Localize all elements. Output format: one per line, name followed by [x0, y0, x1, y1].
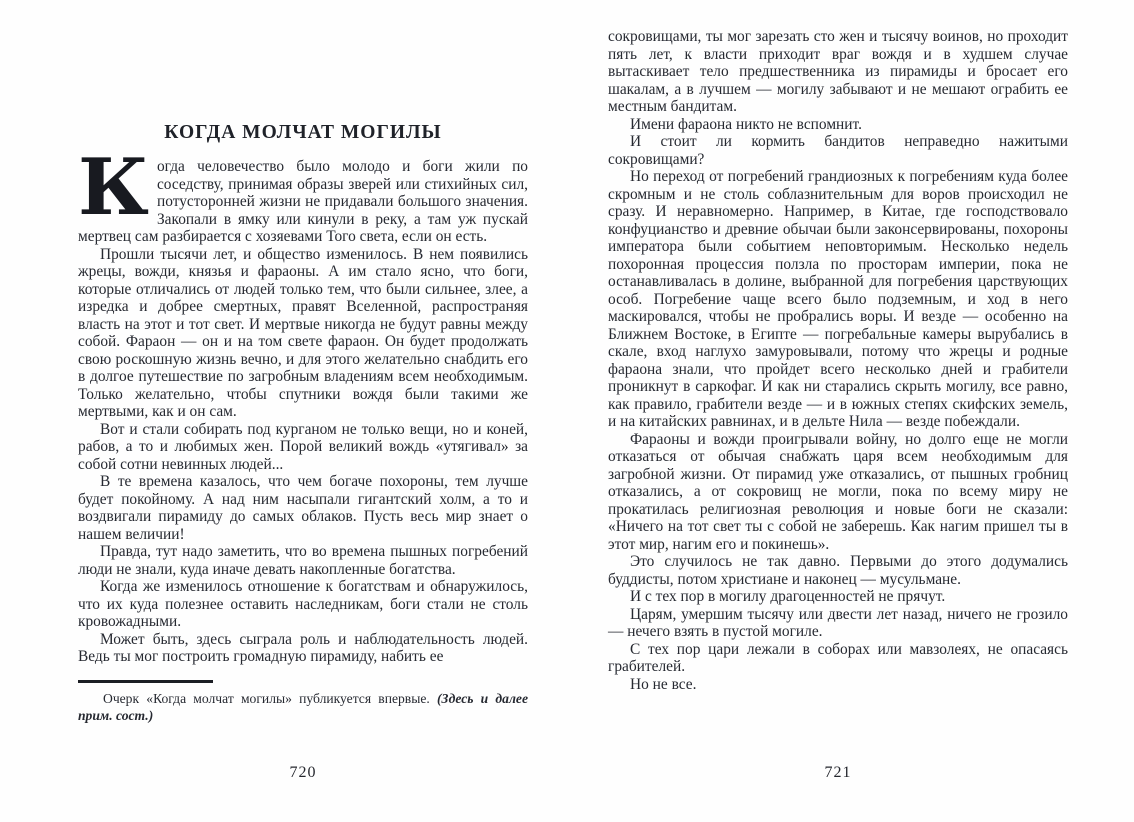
right-page-paragraphs	[608, 28, 1068, 693]
footnote	[78, 680, 528, 724]
paragraph: В те времена казалось, что чем богаче похороны, тем лучше будет покойному. А над ним насыпали гигантский холм, а то и воздвигали пирамиду до самых облаков. Пусть весь мир знает о нашем величии!	[78, 473, 528, 543]
paragraph: Правда, тут надо заметить, что во времена пышных погребений люди не знали, куда иначе девать накопленные богатства.	[78, 543, 528, 578]
paragraph: Но не все.	[630, 675, 697, 693]
opening-paragraph	[78, 142, 528, 246]
paragraph: Фараоны и вожди проигрывали войну, но долго еще не могли отказаться от обычая снабжать царя всем необходимым для загробной жизни. От пирамид уже отказались, от пышных гробниц отказались, а от сокровищ не могли, пока по всему миру не прокатилась религиозная революция и новые боги не сказали: «Ничего на тот свет ты с собой не заберешь. Как нагим пришел ты в этот мир, нагим его и покинешь».	[608, 430, 1068, 553]
paragraph: Это случилось не так давно. Первыми до этого додумались буддисты, потом христиане и наконец — мусульмане.	[608, 553, 1068, 588]
paragraph: сокровищами, ты мог зарезать сто жен и тысячу воинов, но проходит пять лет, к власти приходит враг вождя и в худшем случае вытаскивает тело предшественника из пирамиды и бросает его шакалам, а в лучшем — могилу забывают и не мешают ограбить ее местным бандитам.	[608, 28, 1068, 115]
chapter-title: КОГДА МОЛЧАТ МОГИЛЫ	[164, 122, 442, 143]
paragraph: С тех пор цари лежали в соборах или мавзолеях, не опасаясь грабителей.	[608, 640, 1068, 675]
page-left	[78, 0, 528, 822]
left-page-paragraphs	[78, 246, 528, 666]
paragraph: Царям, умершим тысячу или двести лет назад, ничего не грозило — нечего взять в пустой могиле.	[608, 605, 1068, 640]
footnote-rule	[78, 680, 213, 683]
opening-paragraph-text: огда человечество было молодо и боги жили по соседству, принимая образы зверей или стихийных сил, потусторонней жизни не придавали большого значения. Закопали в ямку или кинули в реку, а там уж пускай мертвец сам разбирается с хозяевами Того света, если он есть.	[78, 158, 528, 245]
page-number-left: 720	[289, 764, 317, 781]
page-number-right: 721	[824, 764, 852, 781]
footnote-editor-note: (Здесь и далее прим. сост.)	[78, 690, 528, 723]
page-right	[608, 28, 1068, 693]
paragraph: Вот и стали собирать под курганом не только вещи, но и коней, рабов, а то и любимых жен. Порой великий вождь «утягивал» за собой сотни невинных людей...	[78, 420, 528, 473]
paragraph: Когда же изменилось отношение к богатствам и обнаружилось, что их куда полезнее оставить наследникам, боги стали не столь кровожадными.	[78, 578, 528, 630]
left-page-body	[78, 142, 528, 666]
paragraph: И с тех пор в могилу драгоценностей не прячут.	[630, 588, 946, 605]
paragraph: Может быть, здесь сыграла роль и наблюдательность людей. Ведь ты мог построить громадную пирамиду, набить ее	[78, 630, 528, 665]
paragraph: И стоит ли кормить бандитов неправедно нажитыми сокровищами?	[608, 133, 1068, 168]
footnote-main: Очерк «Когда молчат могилы» публикуется впервые.	[103, 690, 437, 706]
paragraph: Прошли тысячи лет, и общество изменилось. В нем появились жрецы, вожди, князья и фараоны. А им стало ясно, что боги, которые отличались от людей только тем, что были сильнее, злее, а изредка и добрее смертных, правят Вселенной, распространяя власть на этот и тот свет. И мертвые никогда не будут равны между собой. Фараон — он и на том свете фараон. Он будет продолжать свою роскошную жизнь вечно, и для этого желательно снабдить его в долгое путешествие по загробным владениям всем необходимым. Только желательно, чтобы спутники вождя были такими же мертвыми, как и он сам.	[78, 245, 528, 420]
right-page-body	[608, 28, 1068, 693]
paragraph: Имени фараона никто не вспомнит.	[630, 115, 862, 133]
footnote-text	[78, 690, 528, 724]
paragraph: Но переход от погребений грандиозных к погребениям куда более скромным и не столь соблазнительным для воров происходил не сразу. И неравномерно. Например, в Китае, где господствовало конфуцианство и древние обычаи были законсервированы, похороны императора были событием неповторимым. Несколько недель похоронная процессия ползла по просторам империи, пока не останавливалась в долине, выбранной для погребения царствующих особ. Погребение чаще всего было подземным, и ход в него маскировался, чтобы не пробрались воры. И везде — особенно на Ближнем Востоке, в Египте — погребальные камеры вырубались в скале, вход наглухо замуровывали, потому что жрецы и родные фараона знали, что пройдет всего несколько дней и грабители проникнут в саркофаг. И как ни старались скрыть могилу, все равно, как правило, грабители везде — и в южных степях скифских земель, и на китайских равнинах, и в дельте Нила — везде побеждали.	[608, 168, 1068, 430]
drop-cap: К	[78, 142, 149, 233]
